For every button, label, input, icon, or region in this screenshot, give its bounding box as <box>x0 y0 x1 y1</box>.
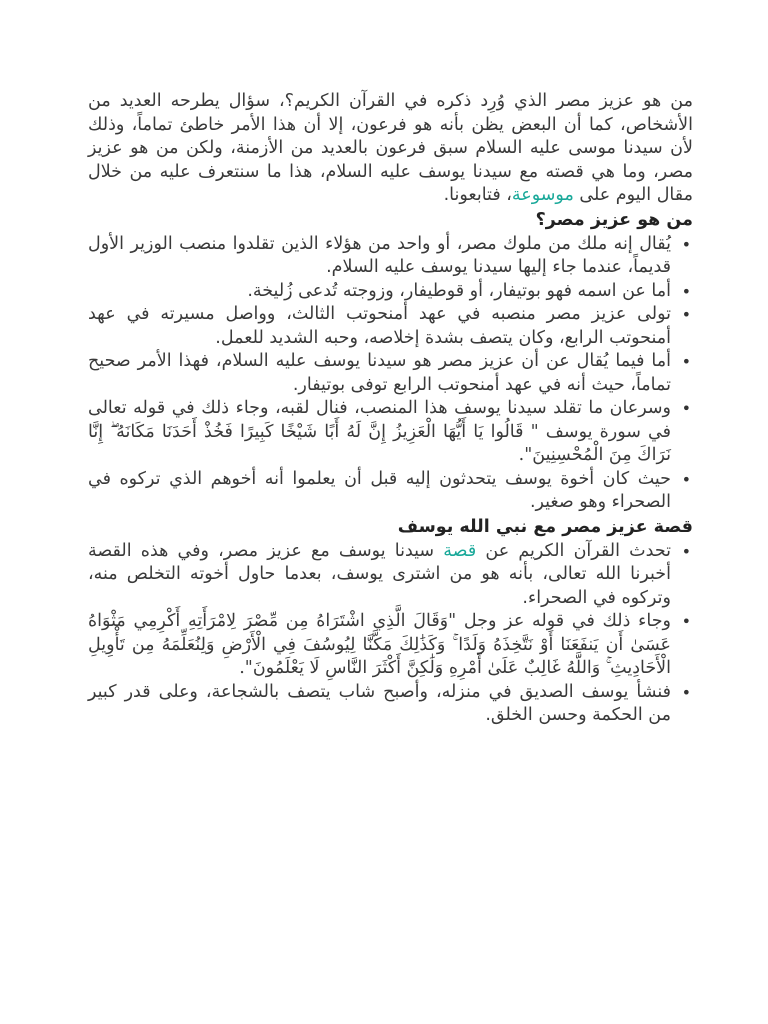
list-item: • حيث كان أخوة يوسف يتحدثون إليه قبل أن يعلموا أنه أخوهم الذي تركوه في الصحراء وهو صغير. <box>88 468 671 515</box>
list-item: • تولى عزيز مصر منصبه في عهد أمنحوتب الثالث، وواصل مسيرته في عهد أمنحوتب الرابع، وكان يتصف بشدة إخلاصه، وحبه الشديد للعمل. <box>88 303 671 350</box>
list-item: • يُقال إنه ملك من ملوك مصر، أو واحد من هؤلاء الذين تقلدوا منصب الوزير الأول قديماً، عندما جاء إليها سيدنا يوسف عليه السلام. <box>88 233 671 280</box>
intro-text: من هو عزيز مصر الذي وُرِد ذكره في القرآن الكريم؟، سؤال يطرحه العديد من الأشخاص، كما أن البعض يظن بأنه هو فرعون، إلا أن هذا الأمر خاطئ تماماً، وذلك لأن سيدنا موسى عليه السلام سبق فرعون بالعديد من الأزمنة، ولكن من هو عزيز مصر، وما هي قصته مع سيدنا يوسف عليه السلام، هذا ما سنتعرف عليه من خلال مقال اليوم على <box>88 91 693 205</box>
section2-heading: قصة عزيز مصر مع نبي الله يوسف <box>397 516 693 537</box>
intro-paragraph <box>88 90 693 208</box>
list-item-text: تحدث القرآن الكريم عن <box>476 540 672 561</box>
list-item: • فنشأ يوسف الصديق في منزله، وأصبح شاب يتصف بالشجاعة، وعلى قدر كبير من الحكمة وحسن الخلق. <box>88 681 671 728</box>
section1-heading: من هو عزيز مصر؟ <box>535 209 693 230</box>
mawsoah-link[interactable]: موسوعة <box>511 185 574 205</box>
article <box>88 90 693 728</box>
section1-list <box>88 233 693 515</box>
list-item: • أما عن اسمه فهو بوتيفار، أو قوطيفار، وزوجته تُدعى زُليخة. <box>88 280 671 304</box>
list-item: • وسرعان ما تقلد سيدنا يوسف هذا المنصب، فنال لقبه، وجاء ذلك في قوله تعالى في سورة يوسف " قَالُوا يَا أَيُّهَا الْعَزِيزُ إِنَّ لَهُ أَبًا شَيْخًا كَبِيرًا فَخُذْ أَحَدَنَا مَكَانَهُ ۖ إِنَّا نَرَاكَ مِنَ الْمُحْسِنِينَ". <box>88 397 671 468</box>
intro-text-end: ، فتابعونا. <box>443 185 512 205</box>
list-item: • أما فيما يُقال عن أن عزيز مصر هو سيدنا يوسف عليه السلام، فهذا الأمر صحيح تماماً، حيث أنه في عهد أمنحوتب الرابع توفى بوتيفار. <box>88 350 671 397</box>
section2-list <box>88 540 693 728</box>
list-item <box>88 540 671 611</box>
list-item-text-end: سيدنا يوسف مع عزيز مصر، وفي هذه القصة أخبرنا الله تعالى، بأنه هو من اشترى يوسف، بعدما حاول أخوته التخلص منه، وتركوه في الصحراء. <box>88 540 671 608</box>
qissa-link[interactable]: قصة <box>443 540 477 561</box>
list-item: • وجاء ذلك في قوله عز وجل "وَقَالَ الَّذِي اشْتَرَاهُ مِن مِّصْرَ لِامْرَأَتِهِ أَكْرِمِي مَثْوَاهُ عَسَىٰ أَن يَنفَعَنَا أَوْ نَتَّخِذَهُ وَلَدًا ۚ وَكَذَٰلِكَ مَكَّنَّا لِيُوسُفَ فِي الْأَرْضِ وَلِنُعَلِّمَهُ مِن تَأْوِيلِ الْأَحَادِيثِ ۚ وَاللَّهُ غَالِبٌ عَلَىٰ أَمْرِهِ وَلَٰكِنَّ أَكْثَرَ النَّاسِ لَا يَعْلَمُونَ". <box>88 610 671 681</box>
